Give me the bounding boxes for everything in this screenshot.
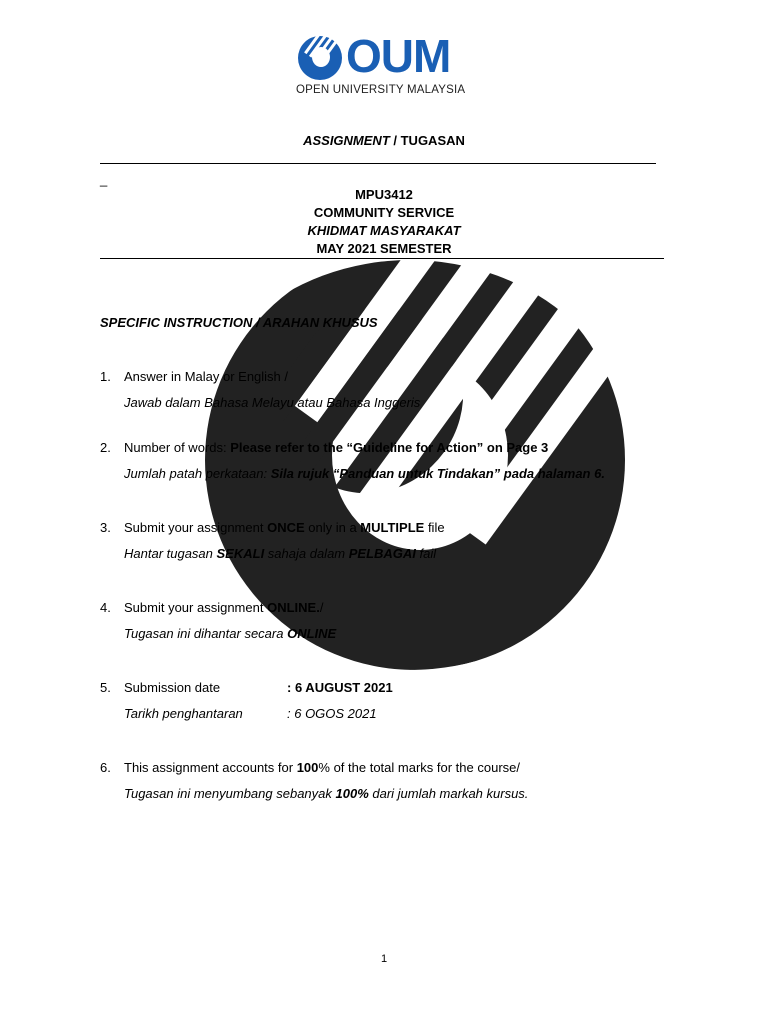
item-text-en-a: Number of words: (124, 440, 231, 455)
assignment-title-en: ASSIGNMENT (303, 133, 390, 148)
submission-date-label-en: Submission date (124, 680, 221, 695)
item-text-my-a: Hantar tugasan (124, 546, 217, 561)
submission-date-label-my: Tarikh penghantaran (124, 706, 243, 721)
item-text-my (124, 626, 336, 641)
specific-instruction-heading: SPECIFIC INSTRUCTION / ARAHAN KHUSUS (100, 315, 378, 330)
submission-date-value-my: : 6 OGOS 2021 (287, 706, 377, 721)
assignment-title-my: TUGASAN (400, 133, 465, 148)
item-number: 5. (100, 680, 111, 695)
item-text-en (124, 440, 548, 455)
item-text-en-b: 100 (296, 760, 319, 775)
item-text-en-c: % of the total marks for the course/ (318, 760, 520, 775)
item-text-en-e: file (424, 520, 445, 535)
title-rule (100, 163, 656, 164)
item-text-en-b: ONLINE. (267, 600, 320, 615)
item-text-en-a: Submit your assignment (124, 520, 268, 535)
item-text-en-b: Please refer to the “Guideline for Action” on Page 3 (230, 440, 549, 455)
item-number: 2. (100, 440, 111, 455)
title-separator: / (389, 133, 401, 148)
item-text-my-b: 100% (335, 786, 369, 801)
item-text-en-c: only in a (304, 520, 361, 535)
item-number: 6. (100, 760, 111, 775)
item-text-my: Jawab dalam Bahasa Melayu atau Bahasa Inggeris (124, 395, 421, 410)
submission-date-value-en: : 6 AUGUST 2021 (287, 680, 393, 695)
course-code: MPU3412 (355, 187, 413, 202)
item-text-my-e: fail (415, 546, 437, 561)
item-text-my-a: Jumlah patah perkataan: (124, 466, 271, 481)
logo-wordmark: OUM (346, 30, 451, 82)
item-text-my (124, 546, 436, 561)
item-text-my-c: sahaja dalam (264, 546, 349, 561)
item-text-my-d: PELBAGAI (348, 546, 416, 561)
item-text-my (124, 786, 528, 801)
dash-stub: _ (100, 172, 108, 187)
item-text-en (124, 760, 520, 775)
item-text-en: Answer in Malay or English / (124, 369, 289, 384)
item-text-my-a: Tugasan ini dihantar secara (124, 626, 288, 641)
item-text-en-b: ONCE (267, 520, 305, 535)
item-text-my-a: Tugasan ini menyumbang sebanyak (124, 786, 336, 801)
item-text-en (124, 520, 445, 535)
logo-subtitle: OPEN UNIVERSITY MALAYSIA (296, 84, 466, 96)
item-text-en-a: Submit your assignment (124, 600, 268, 615)
item-text-my (124, 466, 605, 481)
item-text-en-c: / (319, 600, 324, 615)
header-rule (100, 258, 664, 259)
item-text-my-c: dari jumlah markah kursus. (368, 786, 529, 801)
item-text-en (124, 600, 323, 615)
item-text-my-b: Sila rujuk “Panduan untuk Tindakan” pada halaman 6. (270, 466, 605, 481)
course-semester: MAY 2021 SEMESTER (316, 241, 452, 256)
course-name-my: KHIDMAT MASYARAKAT (307, 223, 461, 238)
page-number: 1 (380, 953, 388, 965)
item-text-en-a: This assignment accounts for (124, 760, 297, 775)
item-text-en-d: MULTIPLE (360, 520, 425, 535)
item-number: 3. (100, 520, 111, 535)
course-name-en: COMMUNITY SERVICE (313, 205, 455, 220)
item-text-my-b: SEKALI (216, 546, 265, 561)
item-text-my-b: ONLINE (287, 626, 337, 641)
oum-emblem-icon (296, 34, 344, 82)
oum-logo (296, 30, 471, 104)
item-number: 4. (100, 600, 111, 615)
item-number: 1. (100, 369, 111, 384)
assignment-title (0, 133, 768, 148)
